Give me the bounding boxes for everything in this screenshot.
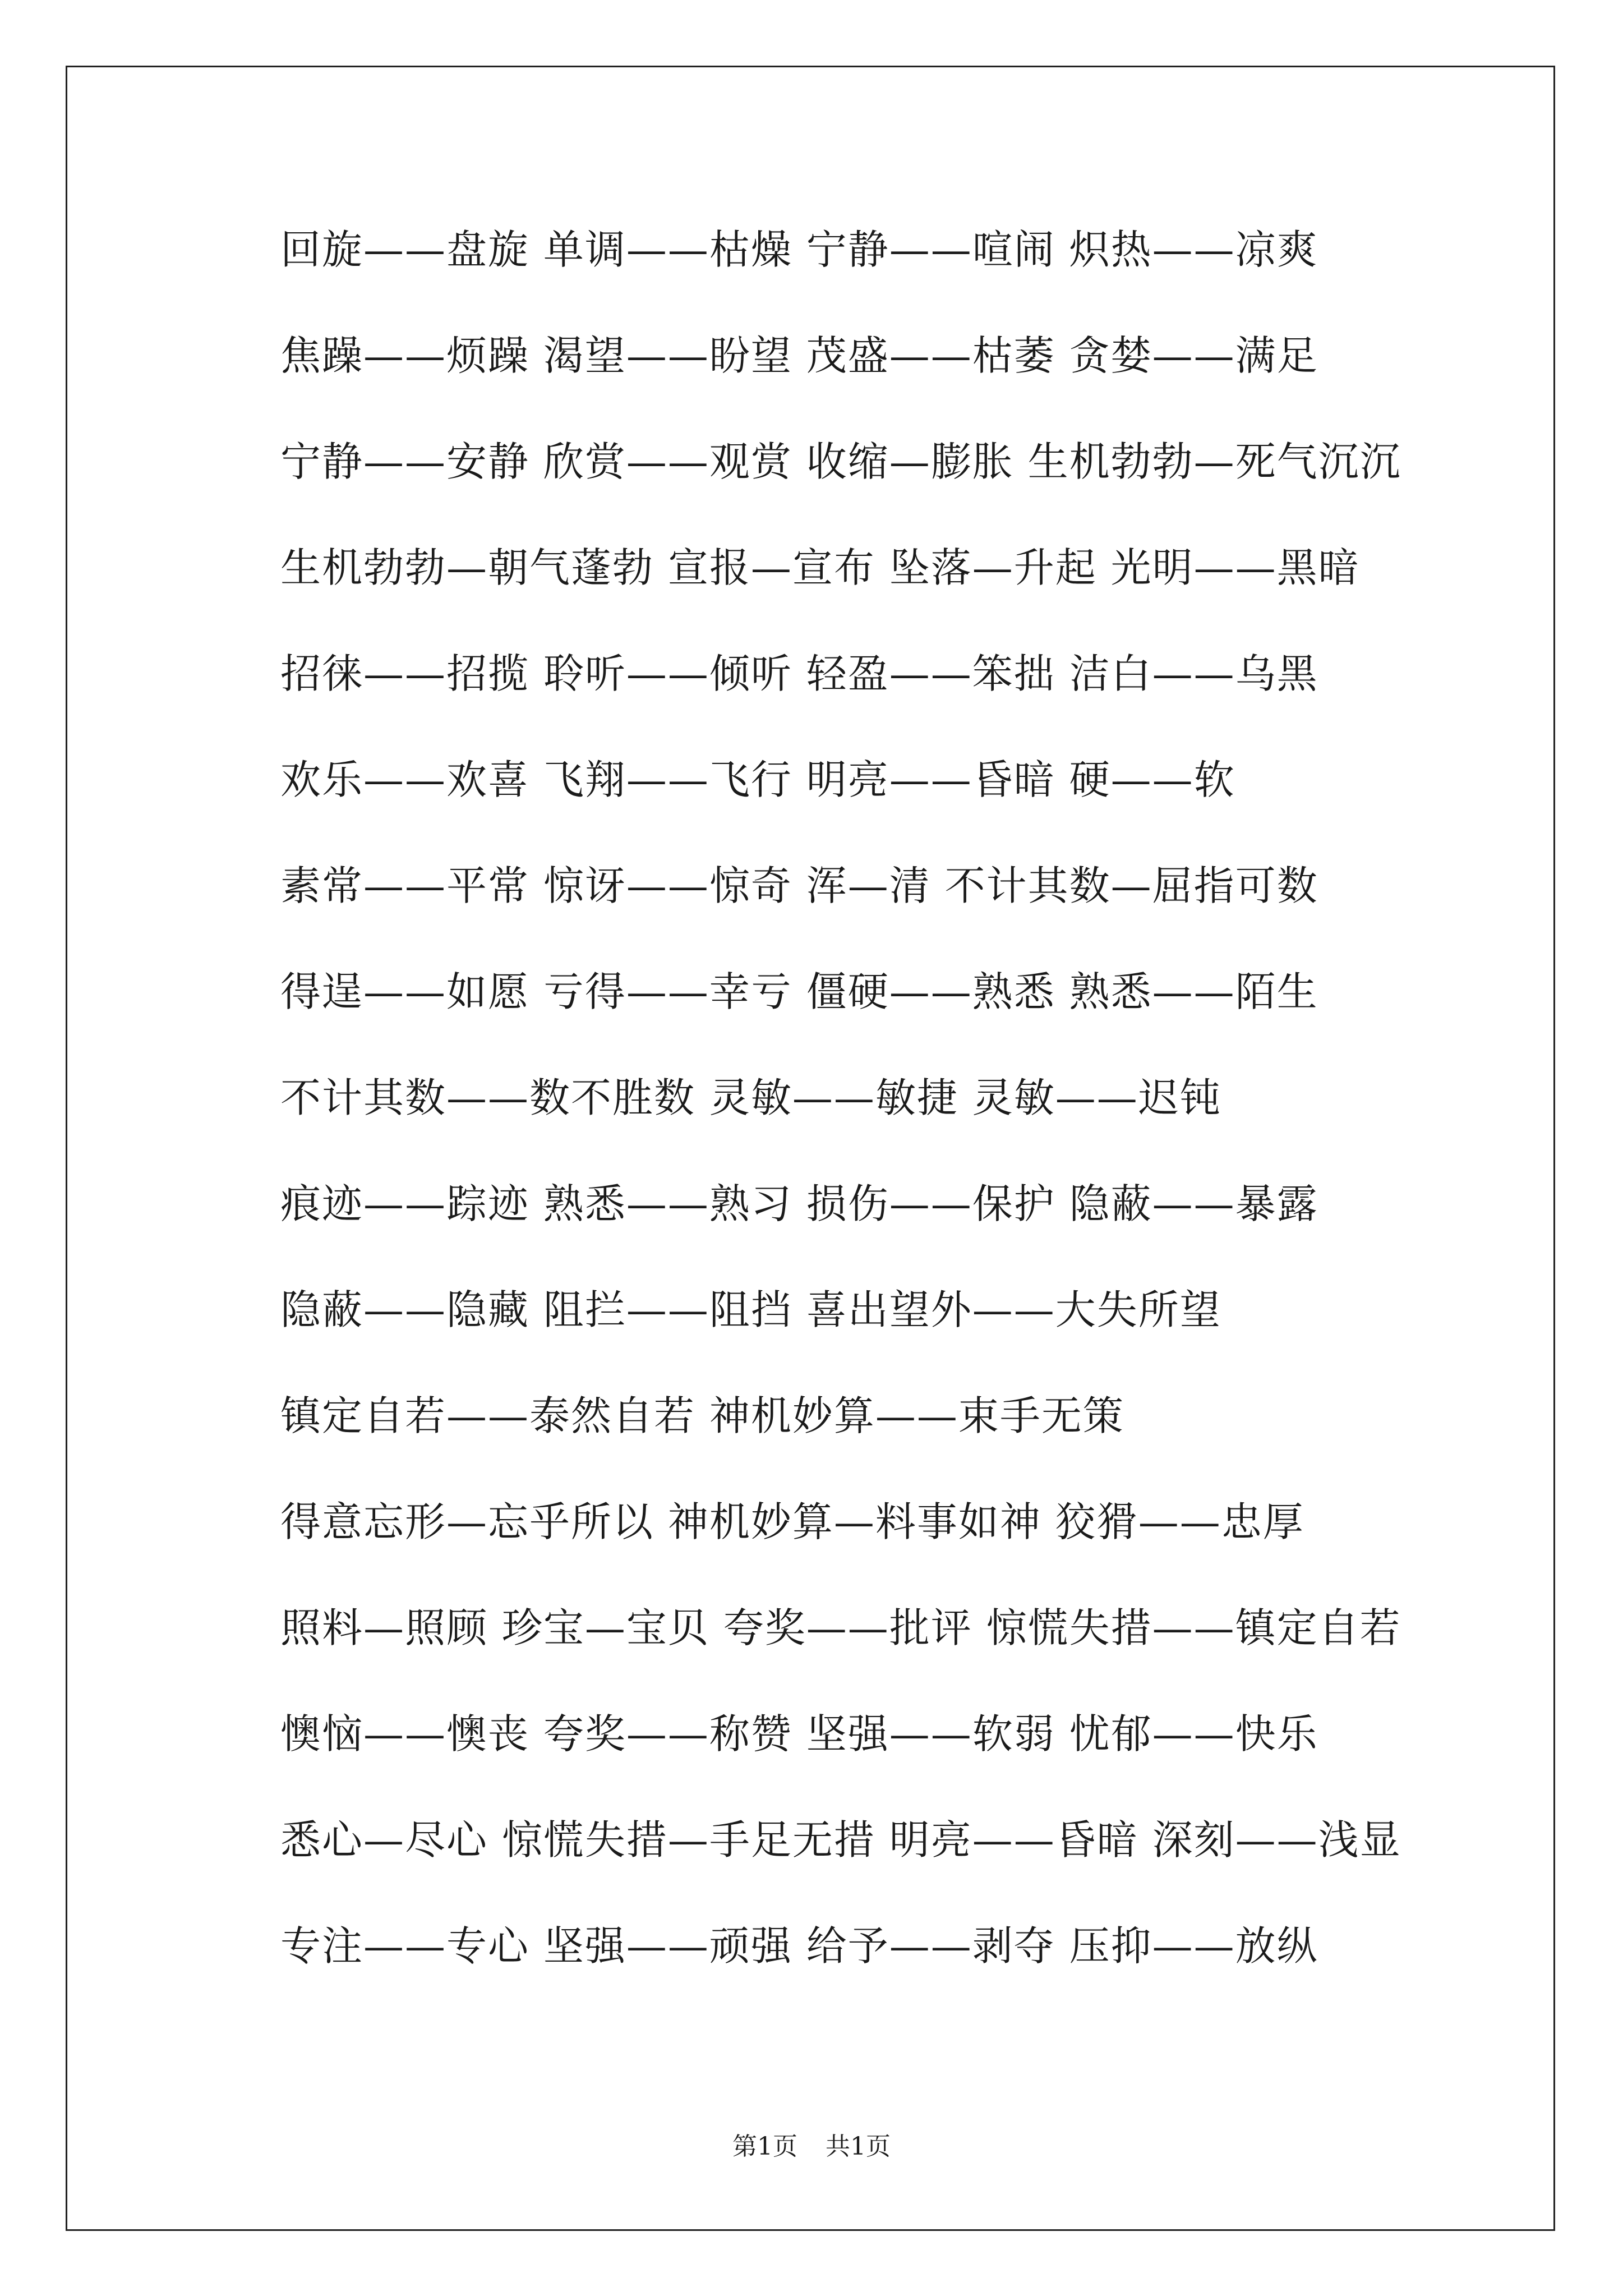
word-pair-line: 不计其数——数不胜数 灵敏——敏捷 灵敏——迟钝 — [280, 1074, 1221, 1121]
word-pair-line: 焦躁——烦躁 渴望——盼望 茂盛——枯萎 贪婪——满足 — [280, 332, 1318, 379]
word-pair-line: 隐蔽——隐藏 阻拦——阻挡 喜出望外——大失所望 — [280, 1286, 1221, 1333]
word-pair-line: 得逞——如愿 亏得——幸亏 僵硬——熟悉 熟悉——陌生 — [280, 968, 1318, 1015]
word-pair-line: 生机勃勃—朝气蓬勃 宣报—宣布 坠落—升起 光明——黑暗 — [280, 544, 1360, 591]
word-pair-line: 镇定自若——泰然自若 神机妙算——束手无策 — [280, 1392, 1124, 1439]
word-pair-line: 素常——平常 惊讶——惊奇 浑—清 不计其数—屈指可数 — [280, 862, 1318, 909]
word-pair-line: 懊恼——懊丧 夸奖——称赞 坚强——软弱 忧郁——快乐 — [280, 1710, 1318, 1757]
word-pair-line: 招徕——招揽 聆听——倾听 轻盈——笨拙 洁白——乌黑 — [280, 650, 1318, 697]
word-pair-line: 痕迹——踪迹 熟悉——熟习 损伤——保护 隐蔽——暴露 — [280, 1180, 1318, 1227]
word-pair-line: 照料—照顾 珍宝—宝贝 夸奖——批评 惊慌失措——镇定自若 — [280, 1604, 1401, 1651]
word-pair-line: 专注——专心 坚强——顽强 给予——剥夺 压抑——放纵 — [280, 1922, 1318, 1970]
page-footer — [0, 2126, 1623, 2162]
page-number: 第1页 — [732, 2132, 797, 2161]
word-pair-line: 得意忘形—忘乎所以 神机妙算—料事如神 狡猾——忠厚 — [280, 1498, 1304, 1545]
page-total: 共1页 — [826, 2132, 891, 2161]
word-pair-line: 悉心—尽心 惊慌失措—手足无措 明亮——昏暗 深刻——浅显 — [280, 1816, 1401, 1864]
word-pair-line: 回旋——盘旋 单调——枯燥 宁静——喧闹 炽热——凉爽 — [280, 226, 1318, 273]
word-pair-line: 宁静——安静 欣赏——观赏 收缩—膨胀 生机勃勃—死气沉沉 — [280, 438, 1401, 485]
document-body — [280, 222, 1458, 2024]
word-pair-line: 欢乐——欢喜 飞翔——飞行 明亮——昏暗 硬——软 — [280, 756, 1235, 803]
